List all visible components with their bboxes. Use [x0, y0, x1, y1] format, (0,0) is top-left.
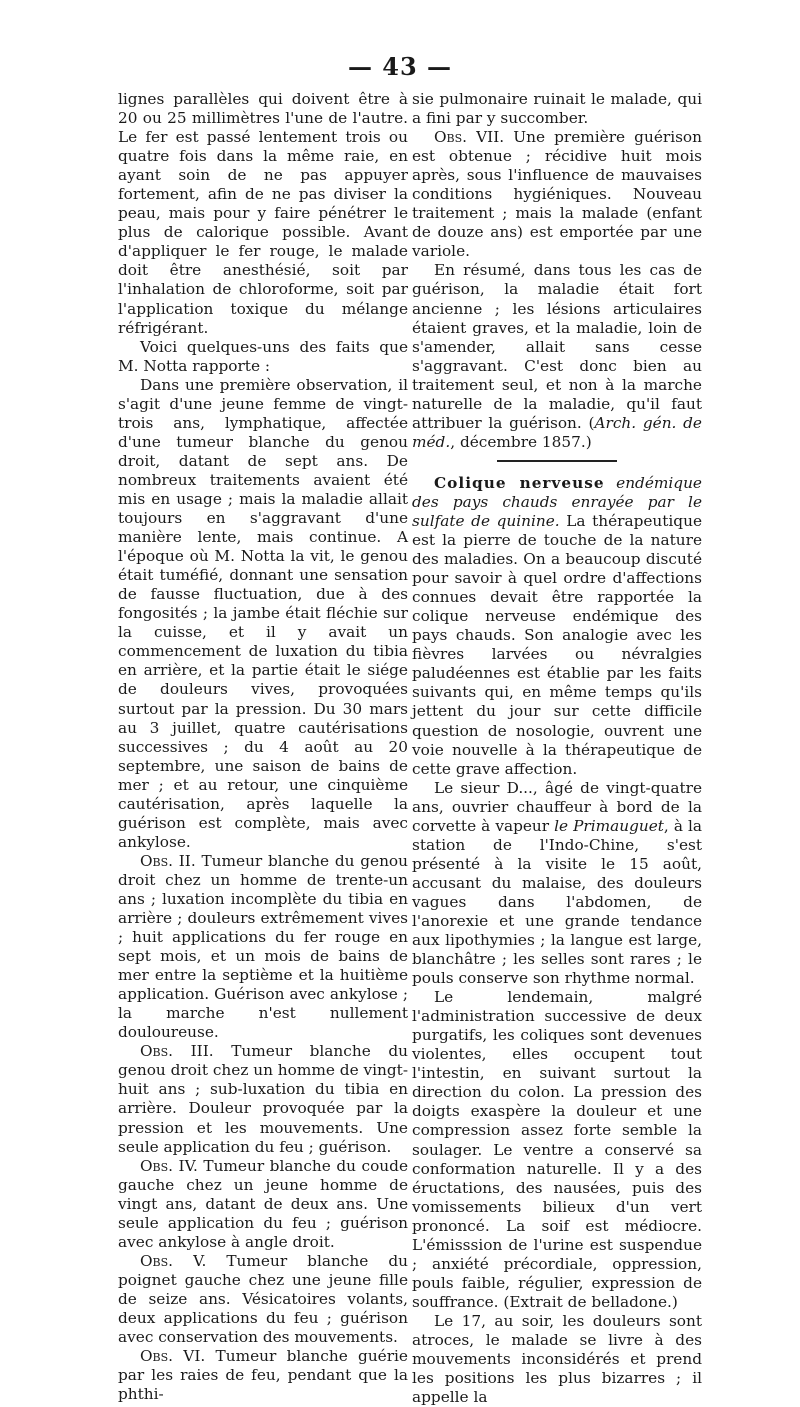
- citation-journal: Arch. gén. de méd.: [412, 413, 702, 451]
- observation-label: Obs. IV.: [140, 1156, 198, 1175]
- paragraph: [412, 779, 702, 989]
- observation-paragraph: [118, 1157, 408, 1252]
- observation-text: Tumeur blanche guérie par les raies de feu, pendant que la phthi-: [118, 1347, 408, 1404]
- observation-paragraph: [118, 1347, 408, 1404]
- paragraph: Le 17, au soir, les douleurs sont atroces, le malade se livre à des mouvements inconsidérés et prend les positions les plus bizarres ; il appelle la: [412, 1311, 702, 1407]
- paragraph: Dans une première observation, il s'agit d'une jeune femme de vingt-trois ans, lymphatique, affectée d'une tumeur blanche du genou droit, datant de sept ans. De nombreux traitements avaient été mis en usage ; mais la maladie allait toujours en s'aggravant d'une manière lente, mais continue. A l'époque où M. Notta la vit, le genou était tuméfié, donnant une sensation de fausse fluctuation, due à des fongosités ; la jambe était fléchie sur la cuisse, et il y avait un commencement de luxation du tibia en arrière, et la partie était le siége de douleurs vives, provoquées surtout par la pression. Du 30 mars au 3 juillet, quatre cautérisations successives ; du 4 août au 20 septembre, une saison de bains de mer ; et au retour, une cinquième cautérisation, après laquelle la guérison est complète, mais avec ankylose.: [118, 375, 408, 851]
- ship-name: le Primauguet: [554, 816, 664, 835]
- summary-text: En résumé, dans tous les cas de guérison, la maladie était fort ancienne ; les lésions articulaires étaient graves, et la maladie, loin de s'amender, allait sans cesse s'aggravant. C'est donc bien au traitement seul, et non à la marche naturelle de la maladie, qu'il faut attribuer la guérison.: [412, 261, 702, 432]
- observation-text: Tumeur blanche du genou droit chez un homme de trente-un ans ; luxation incomplète du tibia en arrière ; douleurs extrêmement vives ; huit applications du fer rouge en sept mois, et un mois de bains de mer entre la septième et la huitième application. Guérison avec ankylose ; la marche n'est nullement douloureuse.: [118, 851, 408, 1042]
- section-heading: Colique nerveuse: [434, 473, 605, 492]
- section-heading-subtitle: endémique des pays chauds enrayée par le sulfate de quinine.: [412, 473, 702, 530]
- observation-text: Tumeur blanche du genou droit chez un homme de vingt-huit ans ; sub-luxation du tibia en arrière. Douleur provoquée par la pression et les mouvements. Une seule application du feu ; guérison.: [118, 1042, 408, 1156]
- observation-text: Tumeur blanche du coude gauche chez un jeune homme de vingt ans, datant de deux ans. Une seule application du feu ; guérison avec ankylose à angle droit.: [118, 1156, 408, 1251]
- page-number: — 43 —: [347, 52, 453, 81]
- paragraph: Voici quelques-uns des faits que M. Notta rapporte :: [118, 337, 408, 375]
- observation-text: Une première guérison est obtenue ; récidive huit mois après, sous l'influence de mauvaises conditions hygiéniques. Nouveau traitement ; mais la malade (enfant de douze ans) est emportée par une variole.: [412, 128, 702, 261]
- observation-label: Obs. VI.: [140, 1347, 206, 1366]
- observation-paragraph: [118, 1042, 408, 1156]
- paragraph: Le lendemain, malgré l'administration successive de deux purgatifs, les coliques sont devenues violentes, elles occupent tout l'intestin, en suivant surtout la direction du colon. La pression des doigts exaspère la douleur et une compression assez forte semble la soulager. Le ventre a conservé sa conformation naturelle. Il y a des éructations, des nausées, puis des vomissements bilieux d'un vert prononcé. La soif est médiocre. L'émisssion de l'urine est suspendue ; anxiété précordiale, oppression, pouls faible, régulier, expression de souffrance. (Extrait de belladone.): [412, 988, 702, 1311]
- citation-date: , décembre 1857.): [450, 432, 592, 451]
- citation-open: (: [588, 413, 595, 432]
- observation-label: Obs. VII.: [434, 128, 505, 147]
- observation-text: Tumeur blanche du poignet gauche chez une jeune fille de seize ans. Vésicatoires volants, deux applications du feu ; guérison avec conservation des mouvements.: [118, 1251, 408, 1347]
- section-intro-text: La thérapeutique est la pierre de touche de la nature des maladies. On a beaucoup discuté pour savoir à quel ordre d'affections connues devait être rapportée la colique nerveuse endémique des pays chauds. Son analogie avec les fièvres larvées ou névralgies paludéennes est établie par les faits suivants qui, en même temps qu'ils jettent du jour sur cette difficile question de nosologie, ouvrent une voie nouvelle à la thérapeutique de cette grave affection.: [412, 511, 702, 778]
- text-run: Le sieur D..., âgé de vingt-quatre ans, ouvrier chauffeur à bord de la corvette à vapeur: [412, 778, 702, 835]
- observation-label: Obs. III.: [140, 1042, 214, 1061]
- observation-label: Obs. V.: [140, 1251, 207, 1270]
- section-divider: [497, 460, 617, 462]
- observation-paragraph: [118, 852, 408, 1042]
- paragraph: lignes parallèles qui doivent être à 20 ou 25 millimètres l'une de l'autre. Le fer est passé lentement trois ou quatre fois dans la même raie, en ayant soin de ne pas appuyer fortement, afin de ne pas diviser la peau, mais pour y faire pénétrer le plus de calorique possible. Avant d'appliquer le fer rouge, le malade doit être anesthésié, soit par l'inhalation de chloroforme, soit par l'application toxique du mélange réfrigérant.: [118, 90, 408, 337]
- summary-paragraph: [412, 261, 702, 451]
- observation-paragraph: [118, 1252, 408, 1347]
- observation-label: Obs. II.: [140, 851, 196, 870]
- paragraph: sie pulmonaire ruinait le malade, qui a fini par y succomber.: [412, 90, 702, 128]
- section-heading-paragraph: [412, 474, 702, 779]
- text-run: , à la station de l'Indo-Chine, s'est présenté à la visite le 15 août, accusant du malaise, des douleurs vagues dans l'abdomen, de l'anorexie et une grande tendance aux lipothymies ; la langue est large, blanchâtre ; les selles sont rares ; le pouls conserve son rhythme normal.: [412, 816, 702, 988]
- observation-paragraph: [412, 128, 702, 261]
- left-column: [118, 90, 408, 1404]
- right-column: [412, 90, 702, 1407]
